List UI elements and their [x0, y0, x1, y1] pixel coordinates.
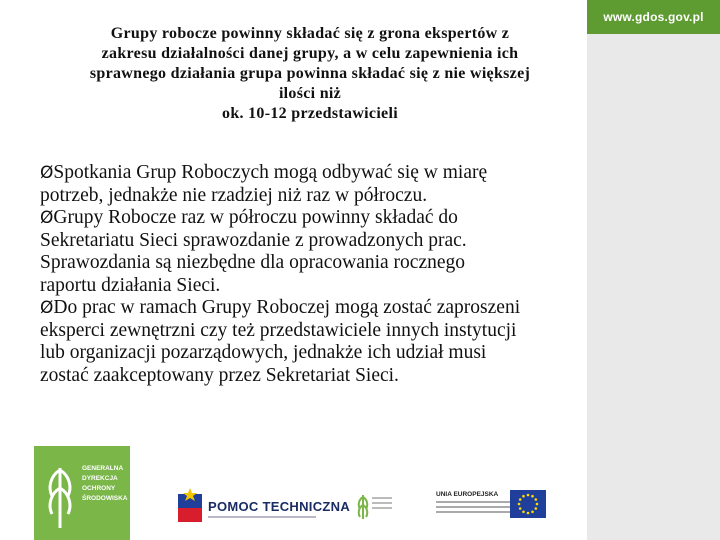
bullet-item: [40, 162, 590, 207]
bullet-text: Sprawozdania są niezbędne dla opracowania rocznego: [40, 252, 466, 273]
gdos-name-line: OCHRONY: [82, 485, 116, 492]
header-text: [40, 24, 580, 124]
eu-flag-icon: [510, 490, 546, 518]
eu-text: [436, 491, 511, 516]
gdos-name-line: DYREKCJA: [82, 475, 118, 482]
gdos-name-line: GENERALNA: [82, 465, 124, 472]
bullet-text: eksperci zewnętrzni czy też przedstawiciele innych instytucji: [40, 319, 517, 341]
website-url[interactable]: www.gdos.gov.pl: [603, 10, 704, 24]
header-line: ok. 10-12 przedstawicieli: [222, 105, 398, 122]
leaf-icon: [40, 458, 80, 530]
eu-subtitle-lines: [436, 501, 511, 513]
pomoc-techniczna-label: POMOC TECHNICZNA: [208, 499, 351, 514]
bullet-text: potrzeb, jednakże nie rzadziej niż raz w półroczu.: [40, 184, 428, 206]
divider: [208, 516, 316, 518]
bullet-list: [40, 162, 590, 387]
bullet-text: Sekretariatu Sieci sprawozdanie z prowadzonych prac.: [40, 229, 467, 251]
bullet-text: Do prac w ramach Grupy Roboczej mogą zostać zaproszeni: [53, 297, 521, 318]
small-logo-caption: [372, 494, 392, 518]
bullet-text: zostać zaakceptowany przez Sekretariat Sieci.: [40, 364, 399, 386]
eu-title: UNIA EUROPEJSKA: [436, 491, 499, 498]
bullet-text: Spotkania Grup Roboczych mogą odbywać się w miarę: [53, 162, 488, 183]
bullet-text: Grupy Robocze raz w półroczu powinny składać do: [53, 207, 458, 228]
gdos-name: [82, 464, 128, 504]
bullet-text: raportu działania Sieci.: [40, 274, 221, 296]
bullet-item: [40, 297, 590, 387]
header-line: sprawnego działania grupa powinna składać się z nie większej: [89, 65, 531, 82]
arrow-bullet-icon: Ø: [40, 208, 54, 228]
arrow-bullet-icon: Ø: [40, 298, 54, 318]
pomoc-techniczna-flag-icon: [176, 486, 204, 528]
gdos-logo: [34, 446, 130, 540]
bullet-text: lub organizacji pozarządowych, jednakże ich udział musi: [40, 342, 487, 363]
bullet-item: [40, 207, 590, 297]
arrow-bullet-icon: Ø: [40, 163, 54, 183]
small-leaf-icon: [356, 492, 370, 520]
header-line: zakresu działalności danej grupy, a w celu zapewnienia ich: [101, 45, 519, 62]
website-url-banner[interactable]: [587, 0, 720, 34]
header-line: ilości niż: [278, 85, 342, 102]
gdos-name-line: ŚRODOWISKA: [82, 495, 128, 502]
right-sidebar: [587, 0, 720, 540]
header-line: Grupy robocze powinny składać się z grona ekspertów z: [110, 25, 510, 42]
